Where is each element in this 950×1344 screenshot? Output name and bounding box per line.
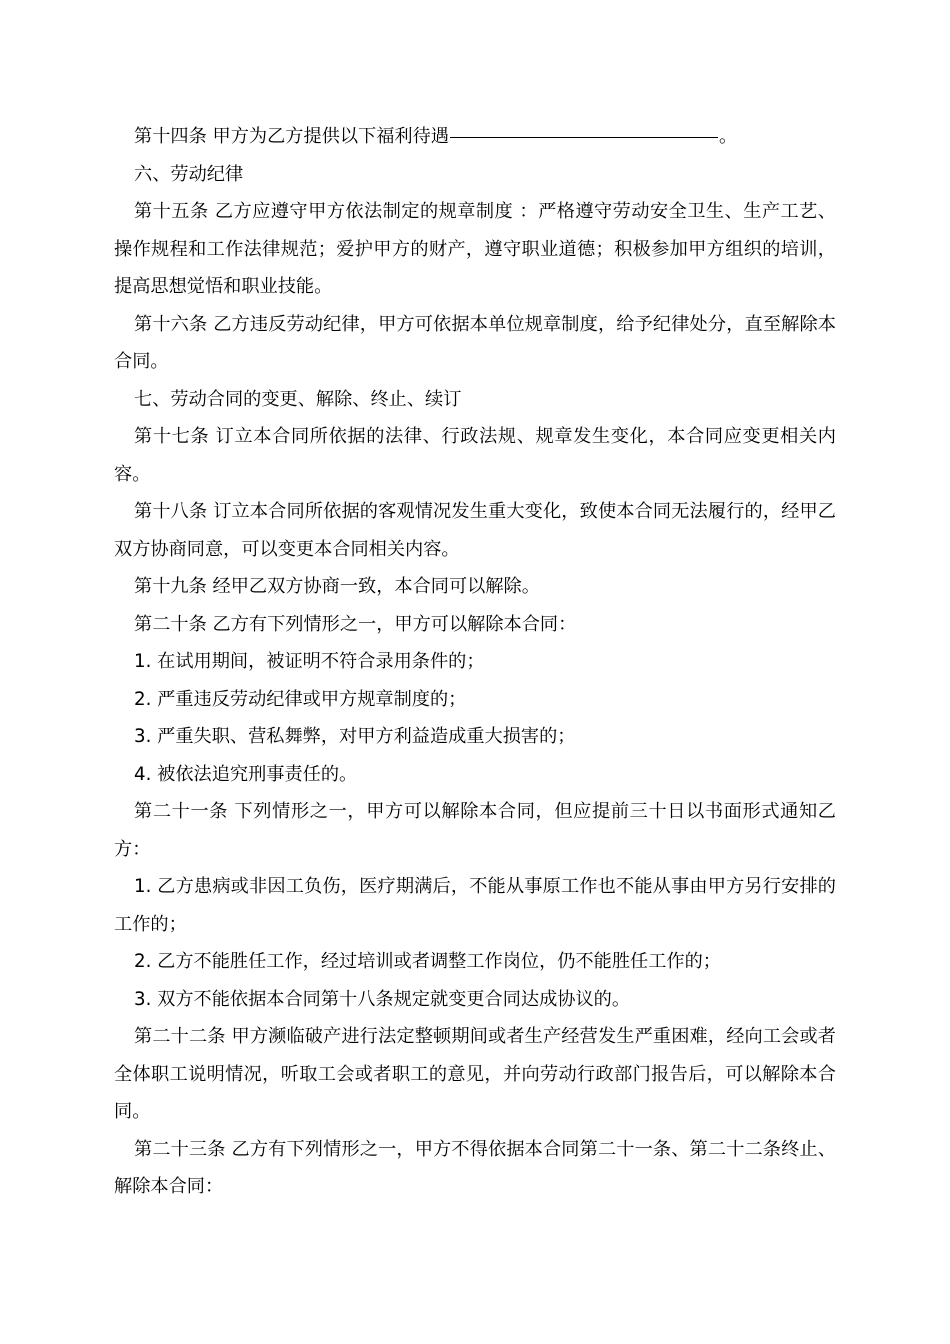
article-20: 第二十条 乙方有下列情形之一，甲方可以解除本合同： (134, 613, 577, 635)
article-21-item-1: 1. 乙方患病或非因工负伤，医疗期满后，不能从事原工作也不能从事由甲方另行安排的工作的； (114, 876, 836, 935)
article-19: 第十九条 经甲乙双方协商一致，本合同可以解除。 (134, 576, 540, 597)
article-23: 第二十三条 乙方有下列情形之一，甲方不得依据本合同第二十一条、第二十二条终止、解除本合同： (114, 1138, 836, 1197)
article-14-text: 第十四条 甲方为乙方提供以下福利待遇 (134, 126, 449, 147)
section-heading-7: 七、劳动合同的变更、解除、终止、续订 (134, 388, 462, 410)
article-21-item-3: 3. 双方不能依据本合同第十八条规定就变更合同达成协议的。 (134, 988, 631, 1010)
fill-in-blank-line (450, 137, 718, 138)
article-14 (114, 118, 836, 156)
article-14-end: 。 (718, 126, 738, 147)
article-15: 第十五条 乙方应遵守甲方依法制定的规章制度 ：严格遵守劳动安全卫生、生产工艺、操作规程和工作法律规范；爱护甲方的财产，遵守职业道德；积极参加甲方组织的培训，提高思想觉悟和职业技能。 (114, 201, 836, 297)
article-17: 第十七条 订立本合同所依据的法律、行政法规、规章发生变化，本合同应变更相关内容。 (114, 426, 836, 485)
article-20-item-2: 2. 严重违反劳动纪律或甲方规章制度的； (134, 688, 467, 710)
article-20-item-3: 3. 严重失职、营私舞弊，对甲方利益造成重大损害的； (134, 726, 576, 747)
article-21-item-2: 2. 乙方不能胜任工作，经过培训或者调整工作岗位，仍不能胜任工作的； (134, 951, 721, 972)
article-22: 第二十二条 甲方濒临破产进行法定整顿期间或者生产经营发生严重困难，经向工会或者全体职工说明情况，听取工会或者职工的意见，并向劳动行政部门报告后，可以解除本合同。 (114, 1026, 836, 1122)
article-21: 第二十一条 下列情形之一，甲方可以解除本合同，但应提前三十日以书面形式通知乙方： (114, 801, 836, 860)
article-20-item-4: 4. 被依法追究刑事责任的。 (134, 763, 358, 785)
article-20-item-1: 1. 在试用期间，被证明不符合录用条件的； (134, 651, 485, 672)
article-18: 第十八条 订立本合同所依据的客观情况发生重大变化，致使本合同无法履行的，经甲乙双方协商同意，可以变更本合同相关内容。 (114, 501, 836, 560)
section-heading-6: 六、劳动纪律 (134, 163, 244, 185)
document-page (114, 118, 836, 1206)
article-16: 第十六条 乙方违反劳动纪律，甲方可依据本单位规章制度，给予纪律处分，直至解除本合同。 (114, 313, 836, 372)
